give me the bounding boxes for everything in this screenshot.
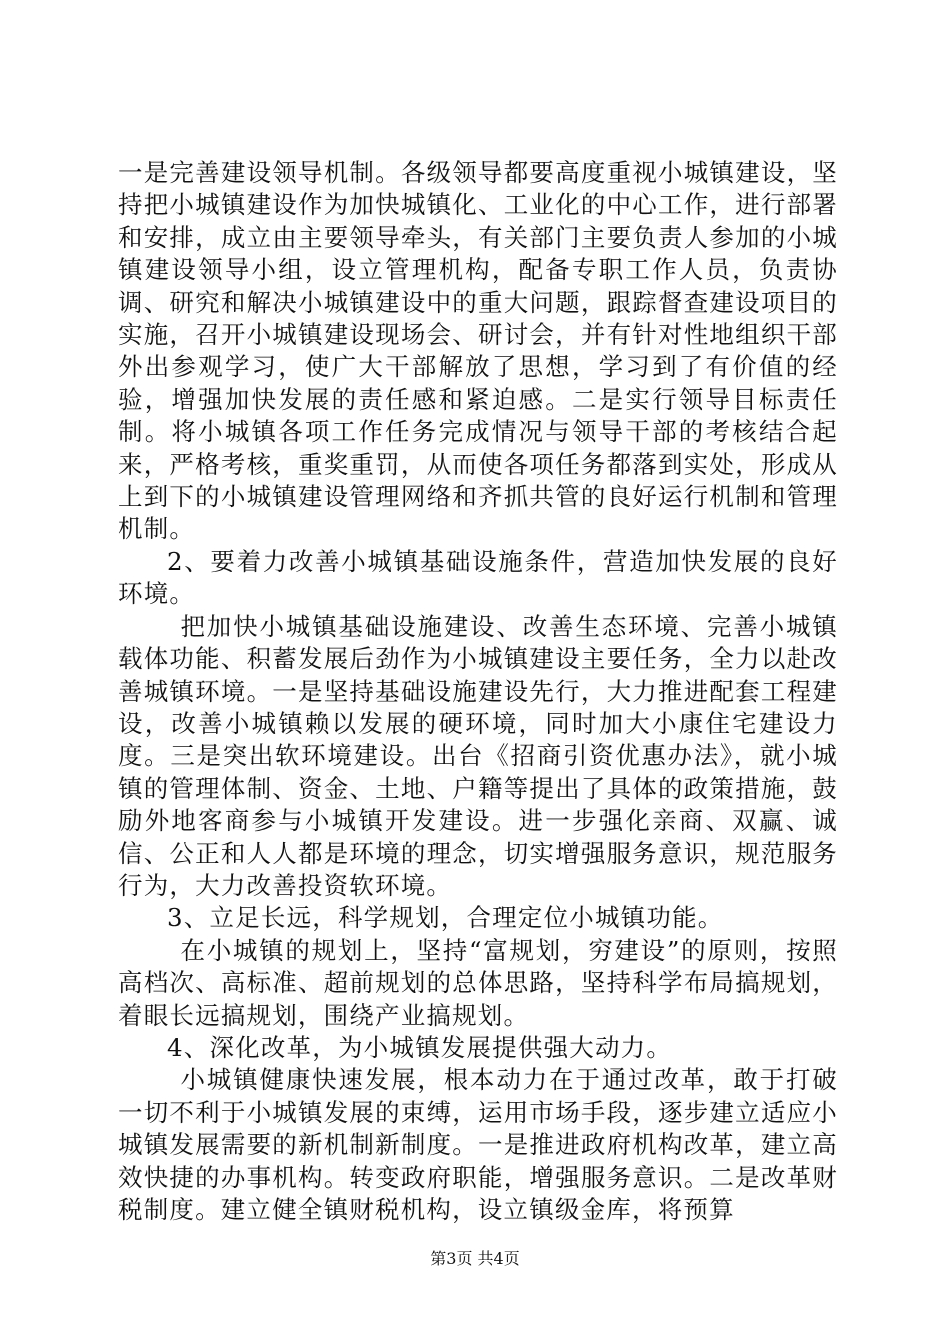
page-footer: 第3页 共4页 bbox=[430, 1249, 520, 1268]
paragraph-reform: 小城镇健康快速发展，根本动力在于通过改革，敢于打破一切不利于小城镇发展的束缚，运用市场手段，逐步建立适应小城镇发展需要的新机制新制度。一是推进政府机构改革，建立高效快捷的办事机构。转变政府职能，增强服务意识。二是改革财税制度。建立健全镇财税机构，设立镇级金库，将预算 bbox=[118, 1065, 838, 1224]
heading-reform: 4、深化改革，为小城镇发展提供强大动力。 bbox=[167, 1032, 673, 1062]
paragraph-infrastructure: 把加快小城镇基础设施建设、改善生态环境、完善小城镇载体功能、积蓄发展后劲作为小城镇建设主要任务，全力以赴改善城镇环境。一是坚持基础设施建设先行，大力推进配套工程建设，改善小城镇赖以发展的硬环境，同时加大小康住宅建设力度。三是突出软环境建设。出台《招商引资优惠办法》，就小城镇的管理体制、资金、土地、户籍等提出了具体的政策措施，鼓励外地客商参与小城镇开发建设。进一步强化亲商、双赢、诚信、公正和人人都是环境的理念，切实增强服务意识，规范服务行为，大力改善投资软环境。 bbox=[118, 611, 838, 900]
paragraph-planning: 在小城镇的规划上，坚持“富规划，穷建设”的原则，按照高档次、高标准、超前规划的总体思路，坚持科学布局搞规划，着眼长远搞规划，围绕产业搞规划。 bbox=[118, 935, 838, 1030]
paragraph-leadership-mechanism: 一是完善建设领导机制。各级领导都要高度重视小城镇建设，坚持把小城镇建设作为加快城镇化、工业化的中心工作，进行部署和安排，成立由主要领导牵头，有关部门主要负责人参加的小城镇建设领导小组，设立管理机构，配备专职工作人员，负责协调、研究和解决小城镇建设中的重大问题，跟踪督查建设项目的实施，召开小城镇建设现场会、研讨会，并有针对性地组织干部外出参观学习，使广大干部解放了思想，学习到了有价值的经验，增强加快发展的责任感和紧迫感。二是实行领导目标责任制。将小城镇各项工作任务完成情况与领导干部的考核结合起来，严格考核，重奖重罚，从而使各项任务都落到实处，形成从上到下的小城镇建设管理网络和齐抓共管的良好运行机制和管理机制。 bbox=[118, 158, 838, 544]
body-text bbox=[118, 157, 838, 1226]
heading-infrastructure: 2、要着力改善小城镇基础设施条件，营造加快发展的良好环境。 bbox=[118, 546, 838, 609]
heading-planning: 3、立足长远，科学规划，合理定位小城镇功能。 bbox=[167, 903, 724, 933]
